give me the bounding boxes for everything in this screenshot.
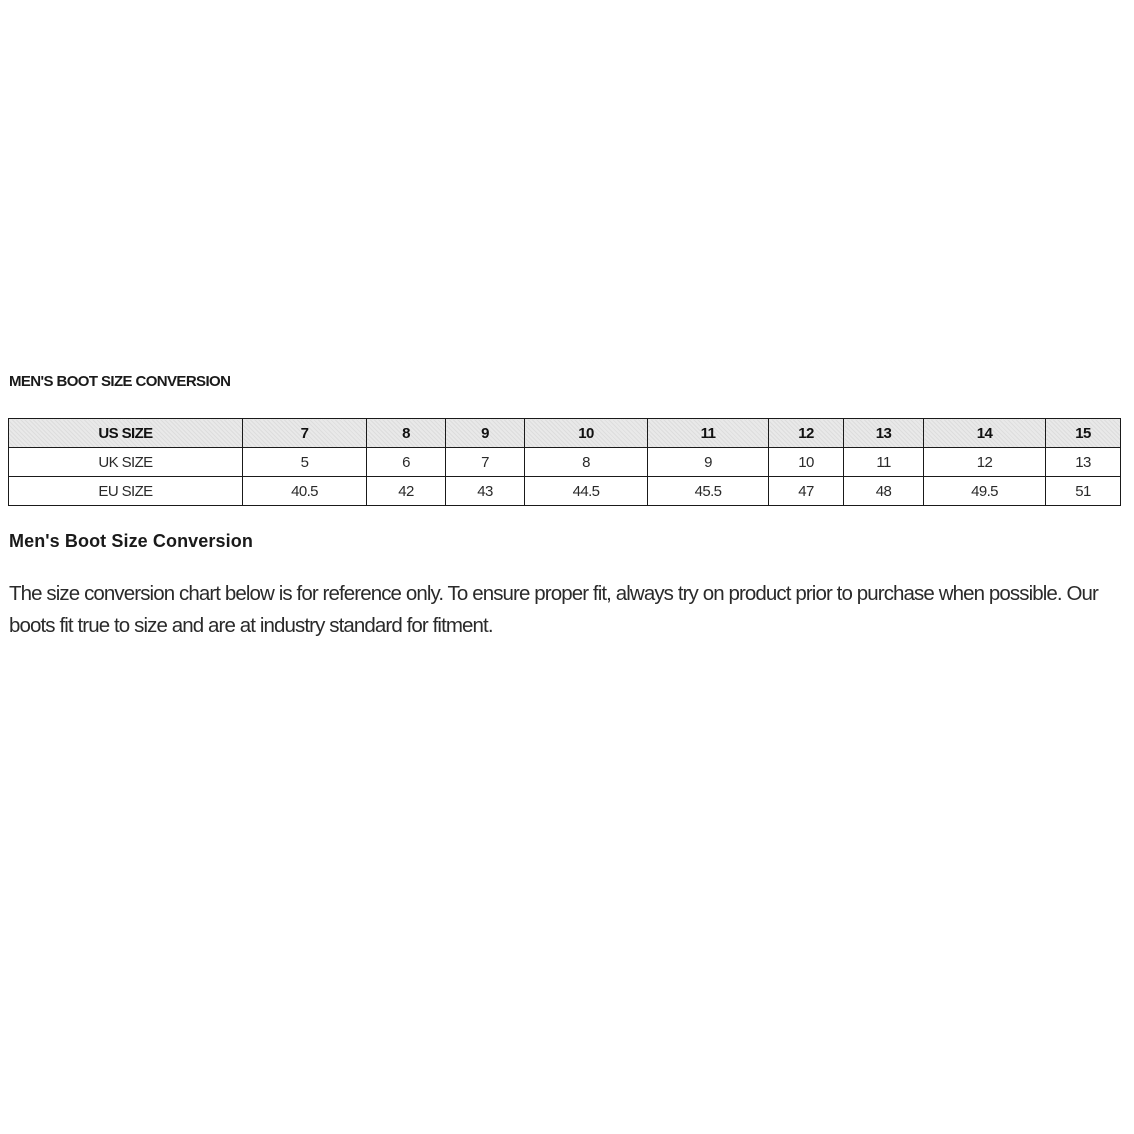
table-row-uk: [9, 448, 1121, 477]
header-cell: 11: [648, 419, 769, 448]
table-cell: 6: [367, 448, 446, 477]
header-cell: 14: [924, 419, 1046, 448]
section-heading: Men's Boot Size Conversion: [9, 531, 253, 551]
header-cell: 13: [844, 419, 924, 448]
header-cell: 9: [446, 419, 525, 448]
table-cell: 51: [1046, 477, 1121, 506]
table-cell: 40.5: [243, 477, 367, 506]
table-cell: 48: [844, 477, 924, 506]
table-cell: 44.5: [525, 477, 648, 506]
table-cell: 13: [1046, 448, 1121, 477]
table-header-row: [9, 419, 1121, 448]
table-cell: 9: [648, 448, 769, 477]
table-cell: 45.5: [648, 477, 769, 506]
table-cell: 7: [446, 448, 525, 477]
header-cell: 12: [769, 419, 844, 448]
table-cell: 42: [367, 477, 446, 506]
description-paragraph: The size conversion chart below is for reference only. To ensure proper fit, always try on product prior to purchase when possible. Our boots fit true to size and are at industry standard for fitment.: [9, 582, 1098, 637]
header-cell: 10: [525, 419, 648, 448]
table-cell: 8: [525, 448, 648, 477]
header-cell: 15: [1046, 419, 1121, 448]
table-row-eu: [9, 477, 1121, 506]
table-cell: 5: [243, 448, 367, 477]
table-cell: 47: [769, 477, 844, 506]
header-label-us-size: US SIZE: [9, 419, 243, 448]
chart-title: MEN'S BOOT SIZE CONVERSION: [9, 373, 231, 390]
table-cell: 11: [844, 448, 924, 477]
header-cell: 8: [367, 419, 446, 448]
table-cell: 43: [446, 477, 525, 506]
size-conversion-table: [8, 418, 1121, 506]
row-label-eu-size: EU SIZE: [9, 477, 243, 506]
table-cell: 12: [924, 448, 1046, 477]
row-label-uk-size: UK SIZE: [9, 448, 243, 477]
table-cell: 49.5: [924, 477, 1046, 506]
table-cell: 10: [769, 448, 844, 477]
header-cell: 7: [243, 419, 367, 448]
